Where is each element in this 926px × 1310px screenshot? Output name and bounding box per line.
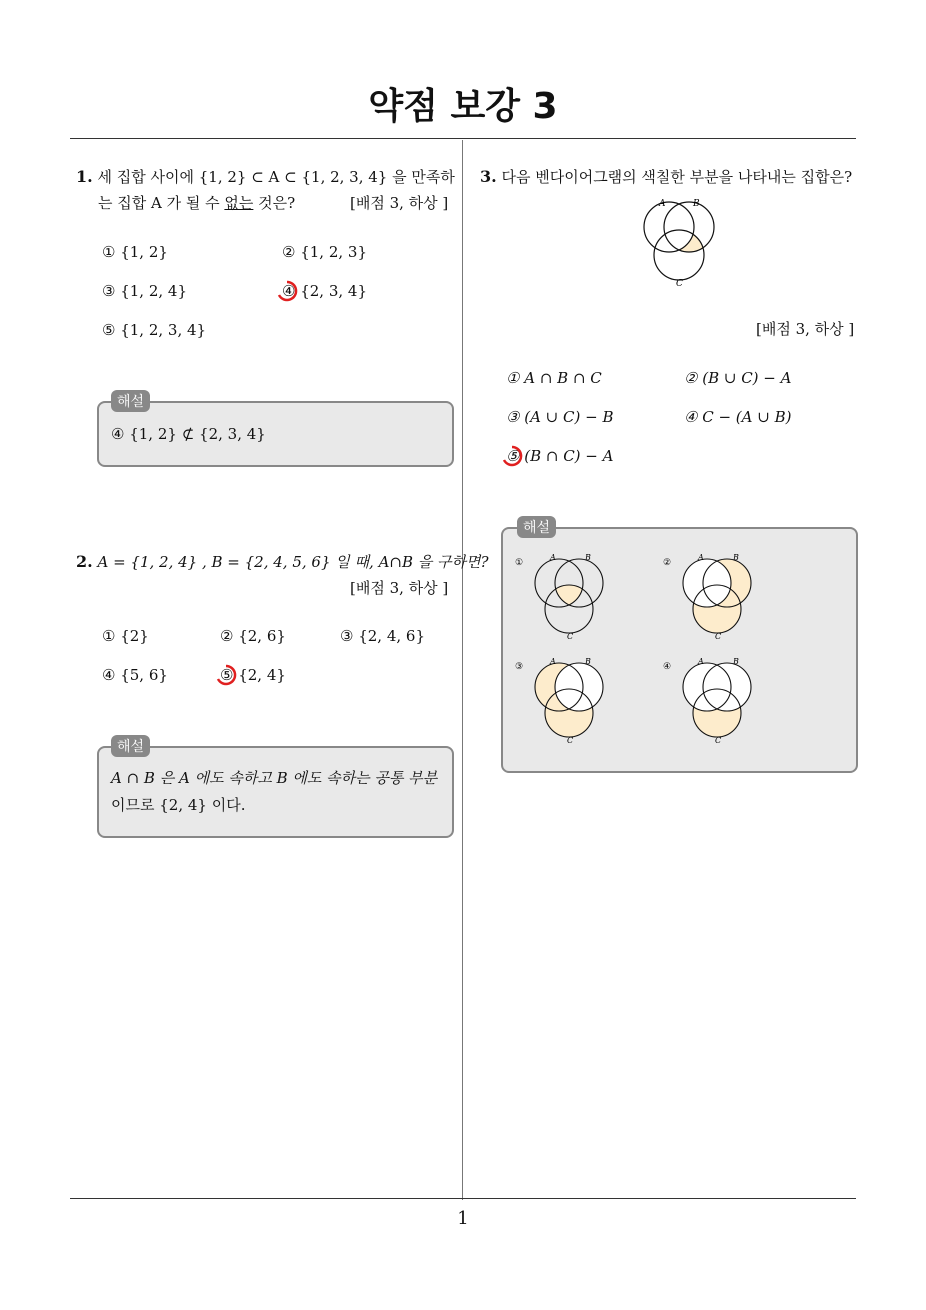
bottom-rule	[70, 1198, 856, 1199]
q1-option-1[interactable]: ① {1, 2}	[102, 243, 168, 261]
svg-text:B: B	[733, 553, 739, 562]
svg-text:C: C	[676, 279, 683, 289]
svg-text:②: ②	[663, 558, 672, 568]
solution-venn-1	[513, 551, 623, 643]
q3-solution-tag: 해설	[517, 516, 556, 538]
q1-score: [배점 3, 하상 ]	[350, 194, 449, 212]
svg-text:B: B	[585, 657, 591, 666]
q1-solution-box	[97, 394, 454, 467]
q1-option-3[interactable]: ③ {1, 2, 4}	[102, 282, 188, 300]
q3-solution-box	[501, 520, 858, 773]
column-divider	[462, 140, 463, 1200]
svg-text:A: A	[698, 553, 704, 562]
svg-text:③: ③	[515, 662, 524, 672]
q2-solution-tag: 해설	[111, 735, 150, 757]
top-rule	[70, 138, 856, 139]
answer-mark-icon	[215, 664, 237, 686]
svg-text:A: A	[698, 657, 704, 666]
q2-score: [배점 3, 하상 ]	[350, 579, 449, 597]
svg-text:A: A	[550, 657, 556, 666]
q2-solution-line2: 이므로 {2, 4} 이다.	[111, 796, 246, 814]
solution-venn-2	[661, 551, 771, 643]
q2-option-1[interactable]: ① {2}	[102, 627, 149, 645]
q3-option-4[interactable]: ④ C − (A ∪ B)	[684, 408, 792, 426]
svg-text:C: C	[567, 632, 574, 641]
q1-stem-line1: 1. 세 집합 사이에 {1, 2} ⊂ A ⊂ {1, 2, 3, 4} 을 만족하	[76, 167, 455, 186]
q2-solution-line1: A ∩ B 은 A 에도 속하고 B 에도 속하는 공통 부분	[111, 769, 438, 787]
q2-stem: 2. A = {1, 2, 4} , B = {2, 4, 5, 6} 일 때, A∩B 을 구하면?	[76, 552, 489, 571]
q2-option-2[interactable]: ② {2, 6}	[220, 627, 286, 645]
svg-text:①: ①	[515, 558, 524, 568]
page-number: 1	[457, 1208, 469, 1229]
svg-text:B: B	[693, 199, 700, 209]
svg-text:B: B	[585, 553, 591, 562]
q1-option-5[interactable]: ⑤ {1, 2, 3, 4}	[102, 321, 207, 339]
q3-option-3[interactable]: ③ (A ∪ C) − B	[506, 408, 614, 426]
q3-stem: 3. 다음 벤다이어그램의 색칠한 부분을 나타내는 집합은?	[480, 167, 853, 186]
svg-text:A: A	[659, 199, 666, 209]
answer-mark-icon	[276, 280, 298, 302]
q1-solution-text: ④ {1, 2} ⊄ {2, 3, 4}	[111, 425, 266, 443]
solution-venn-4	[661, 655, 771, 747]
q1-solution-tag: 해설	[111, 390, 150, 412]
solution-venn-3	[513, 655, 623, 747]
q1-option-4[interactable]: ④ {2, 3, 4}	[282, 282, 368, 300]
svg-text:C: C	[715, 736, 722, 745]
svg-text:A: A	[550, 553, 556, 562]
q2-option-4[interactable]: ④ {5, 6}	[102, 666, 168, 684]
q2-solution-text	[111, 765, 437, 819]
q2-solution-box	[97, 739, 454, 838]
page-title: 약점 보강 3	[368, 86, 558, 127]
q2-option-5[interactable]: ⑤ {2, 4}	[220, 666, 286, 684]
svg-text:C: C	[567, 736, 574, 745]
q3-score: [배점 3, 하상 ]	[756, 320, 855, 338]
q3-option-5[interactable]: ⑤ (B ∩ C) − A	[506, 447, 614, 465]
q3-option-2[interactable]: ② (B ∪ C) − A	[684, 369, 792, 387]
answer-mark-icon	[501, 445, 523, 467]
svg-text:C: C	[715, 632, 722, 641]
q3-venn-diagram	[630, 194, 730, 290]
q1-option-2[interactable]: ② {1, 2, 3}	[282, 243, 368, 261]
svg-text:④: ④	[663, 662, 672, 672]
q2-option-3[interactable]: ③ {2, 4, 6}	[340, 627, 426, 645]
q3-option-1[interactable]: ① A ∩ B ∩ C	[506, 369, 602, 387]
svg-text:B: B	[733, 657, 739, 666]
q1-stem-line2: 는 집합 A 가 될 수 없는 것은?	[98, 194, 296, 212]
